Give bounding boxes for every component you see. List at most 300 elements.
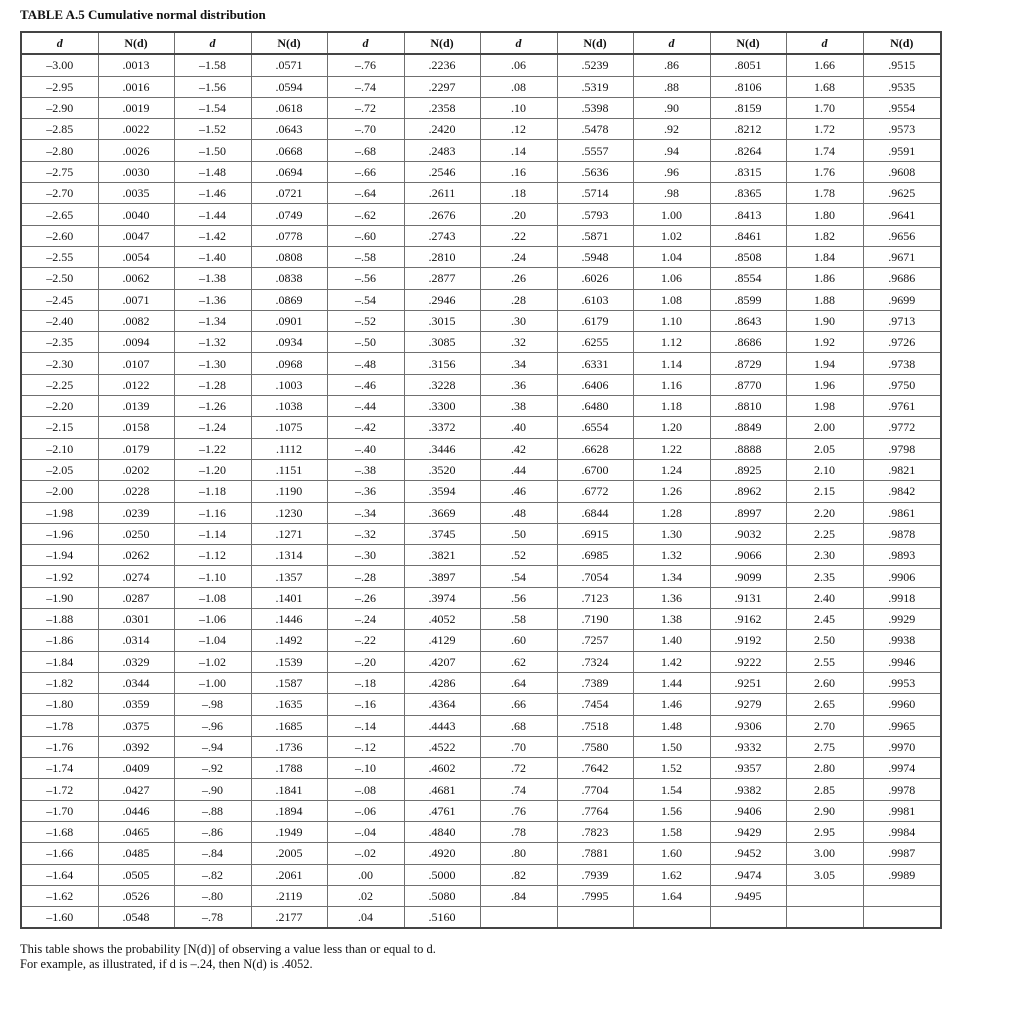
nd-value-cell: .4761 (404, 800, 480, 821)
footnote-line-2: For example, as illustrated, if d is –.24, then N(d) is .4052. (20, 957, 313, 971)
d-value-cell: –1.58 (174, 54, 251, 76)
nd-value-cell: .4602 (404, 758, 480, 779)
d-value-cell: .88 (633, 76, 710, 97)
nd-value-cell: .4443 (404, 715, 480, 736)
nd-value-cell: .5080 (404, 885, 480, 906)
d-value-cell: 1.60 (633, 843, 710, 864)
nd-value-cell: .8554 (710, 268, 786, 289)
nd-value-cell: .9918 (863, 587, 941, 608)
table-footnote (20, 942, 436, 972)
d-value-cell: –1.54 (174, 97, 251, 118)
d-value-cell: 1.90 (786, 310, 863, 331)
nd-value-cell: .1894 (251, 800, 327, 821)
nd-value-cell: .0287 (98, 587, 174, 608)
nd-value-cell: .6103 (557, 289, 633, 310)
d-value-cell: 3.05 (786, 864, 863, 885)
d-value-cell: 1.22 (633, 438, 710, 459)
d-value-cell: .58 (480, 609, 557, 630)
nd-value-cell: .0094 (98, 332, 174, 353)
d-value-cell: –.76 (327, 54, 404, 76)
nd-value-cell: .0344 (98, 672, 174, 693)
d-value-cell: 1.26 (633, 481, 710, 502)
header-d: d (327, 32, 404, 54)
nd-value-cell: .9929 (863, 609, 941, 630)
d-value-cell: 1.18 (633, 396, 710, 417)
nd-value-cell: .1492 (251, 630, 327, 651)
nd-value-cell: .4207 (404, 651, 480, 672)
d-value-cell: 2.00 (786, 417, 863, 438)
nd-value-cell: .2810 (404, 246, 480, 267)
nd-value-cell: .7389 (557, 672, 633, 693)
nd-value-cell: .9131 (710, 587, 786, 608)
d-value-cell: –.60 (327, 225, 404, 246)
nd-value-cell: .7764 (557, 800, 633, 821)
nd-value-cell: .0808 (251, 246, 327, 267)
d-value-cell: –1.46 (174, 183, 251, 204)
table-row (21, 843, 941, 864)
d-value-cell: 2.85 (786, 779, 863, 800)
nd-value-cell: .2676 (404, 204, 480, 225)
d-value-cell: –1.02 (174, 651, 251, 672)
nd-value-cell: .0838 (251, 268, 327, 289)
table-row (21, 332, 941, 353)
nd-value-cell: .9222 (710, 651, 786, 672)
nd-value-cell: .5398 (557, 97, 633, 118)
d-value-cell (480, 907, 557, 929)
d-value-cell: –.02 (327, 843, 404, 864)
table-row (21, 779, 941, 800)
nd-value-cell: .0485 (98, 843, 174, 864)
table-row (21, 502, 941, 523)
nd-value-cell: .7054 (557, 566, 633, 587)
nd-value-cell: .8962 (710, 481, 786, 502)
d-value-cell: –2.60 (21, 225, 98, 246)
d-value-cell: –1.04 (174, 630, 251, 651)
d-value-cell: –.04 (327, 821, 404, 842)
d-value-cell: 1.74 (786, 140, 863, 161)
nd-value-cell: .0505 (98, 864, 174, 885)
d-value-cell: 1.14 (633, 353, 710, 374)
nd-value-cell: .0409 (98, 758, 174, 779)
d-value-cell: –.80 (174, 885, 251, 906)
nd-value-cell: .3446 (404, 438, 480, 459)
nd-value-cell: .9970 (863, 736, 941, 757)
nd-value-cell: .8770 (710, 374, 786, 395)
d-value-cell: –1.34 (174, 310, 251, 331)
d-value-cell: 1.68 (786, 76, 863, 97)
table-row (21, 694, 941, 715)
nd-value-cell: .0239 (98, 502, 174, 523)
nd-value-cell: .0548 (98, 907, 174, 929)
d-value-cell: –.18 (327, 672, 404, 693)
nd-value-cell: .0054 (98, 246, 174, 267)
nd-value-cell: .6179 (557, 310, 633, 331)
table-row (21, 268, 941, 289)
nd-value-cell: .9641 (863, 204, 941, 225)
d-value-cell: 1.80 (786, 204, 863, 225)
d-value-cell: .86 (633, 54, 710, 76)
table-row (21, 758, 941, 779)
nd-value-cell: .0571 (251, 54, 327, 76)
d-value-cell: –1.72 (21, 779, 98, 800)
nd-value-cell: .3745 (404, 523, 480, 544)
nd-value-cell: .9984 (863, 821, 941, 842)
nd-value-cell: .6844 (557, 502, 633, 523)
nd-value-cell: .9893 (863, 545, 941, 566)
nd-value-cell: .9798 (863, 438, 941, 459)
d-value-cell: .36 (480, 374, 557, 395)
nd-value-cell: .0392 (98, 736, 174, 757)
d-value-cell: –2.10 (21, 438, 98, 459)
nd-value-cell: .0427 (98, 779, 174, 800)
d-value-cell: 1.76 (786, 161, 863, 182)
nd-value-cell: .3669 (404, 502, 480, 523)
d-value-cell: –2.85 (21, 119, 98, 140)
nd-value-cell: .9554 (863, 97, 941, 118)
nd-value-cell: .9713 (863, 310, 941, 331)
table-row (21, 76, 941, 97)
d-value-cell: –.70 (327, 119, 404, 140)
d-value-cell: 2.90 (786, 800, 863, 821)
d-value-cell: 1.54 (633, 779, 710, 800)
d-value-cell: –.10 (327, 758, 404, 779)
d-value-cell: –2.25 (21, 374, 98, 395)
nd-value-cell: .2743 (404, 225, 480, 246)
nd-value-cell: .3594 (404, 481, 480, 502)
d-value-cell: –.48 (327, 353, 404, 374)
d-value-cell (786, 907, 863, 929)
d-value-cell: .66 (480, 694, 557, 715)
nd-value-cell: .1401 (251, 587, 327, 608)
d-value-cell: –2.55 (21, 246, 98, 267)
d-value-cell: 2.70 (786, 715, 863, 736)
d-value-cell: –1.68 (21, 821, 98, 842)
d-value-cell: –1.98 (21, 502, 98, 523)
d-value-cell: 2.75 (786, 736, 863, 757)
nd-value-cell: .0721 (251, 183, 327, 204)
d-value-cell: .60 (480, 630, 557, 651)
d-value-cell: –.68 (327, 140, 404, 161)
nd-value-cell: .5793 (557, 204, 633, 225)
nd-value-cell: .9099 (710, 566, 786, 587)
d-value-cell: .20 (480, 204, 557, 225)
nd-value-cell: .4920 (404, 843, 480, 864)
d-value-cell: 2.50 (786, 630, 863, 651)
d-value-cell: 1.34 (633, 566, 710, 587)
nd-value-cell: .9989 (863, 864, 941, 885)
d-value-cell: .46 (480, 481, 557, 502)
nd-value-cell: .5319 (557, 76, 633, 97)
d-value-cell: 1.72 (786, 119, 863, 140)
d-value-cell: –.88 (174, 800, 251, 821)
d-value-cell: 3.00 (786, 843, 863, 864)
nd-value-cell: .1736 (251, 736, 327, 757)
header-nd: N(d) (404, 32, 480, 54)
nd-value-cell: .0019 (98, 97, 174, 118)
d-value-cell: .42 (480, 438, 557, 459)
nd-value-cell: .9406 (710, 800, 786, 821)
nd-value-cell: .0179 (98, 438, 174, 459)
d-value-cell: –1.12 (174, 545, 251, 566)
nd-value-cell: .8159 (710, 97, 786, 118)
d-value-cell: –2.00 (21, 481, 98, 502)
d-value-cell: .94 (633, 140, 710, 161)
d-value-cell (633, 907, 710, 929)
nd-value-cell: .7704 (557, 779, 633, 800)
d-value-cell: –1.22 (174, 438, 251, 459)
header-nd: N(d) (251, 32, 327, 54)
table-row (21, 715, 941, 736)
d-value-cell: –1.28 (174, 374, 251, 395)
nd-value-cell: .9573 (863, 119, 941, 140)
nd-value-cell: .5948 (557, 246, 633, 267)
d-value-cell: –1.88 (21, 609, 98, 630)
nd-value-cell: .1587 (251, 672, 327, 693)
nd-value-cell (710, 907, 786, 929)
nd-value-cell: .1112 (251, 438, 327, 459)
header-nd: N(d) (557, 32, 633, 54)
nd-value-cell: .0082 (98, 310, 174, 331)
nd-value-cell: .2005 (251, 843, 327, 864)
nd-value-cell: .6480 (557, 396, 633, 417)
nd-value-cell: .1788 (251, 758, 327, 779)
nd-value-cell: .3015 (404, 310, 480, 331)
nd-value-cell: .2297 (404, 76, 480, 97)
nd-value-cell (557, 907, 633, 929)
d-value-cell: –1.16 (174, 502, 251, 523)
nd-value-cell: .9192 (710, 630, 786, 651)
nd-value-cell: .0668 (251, 140, 327, 161)
nd-value-cell: .2358 (404, 97, 480, 118)
nd-value-cell: .9878 (863, 523, 941, 544)
nd-value-cell: .2946 (404, 289, 480, 310)
nd-value-cell: .9987 (863, 843, 941, 864)
nd-value-cell: .0329 (98, 651, 174, 672)
nd-value-cell: .8888 (710, 438, 786, 459)
nd-value-cell: .9306 (710, 715, 786, 736)
d-value-cell: .04 (327, 907, 404, 929)
d-value-cell: –2.80 (21, 140, 98, 161)
d-value-cell: –.54 (327, 289, 404, 310)
nd-value-cell: .4681 (404, 779, 480, 800)
d-value-cell: .48 (480, 502, 557, 523)
nd-value-cell: .9750 (863, 374, 941, 395)
d-value-cell: –2.95 (21, 76, 98, 97)
d-value-cell: 1.36 (633, 587, 710, 608)
nd-value-cell: .1230 (251, 502, 327, 523)
d-value-cell: –1.38 (174, 268, 251, 289)
nd-value-cell: .9906 (863, 566, 941, 587)
nd-value-cell: .0062 (98, 268, 174, 289)
table-row (21, 246, 941, 267)
nd-value-cell: .8315 (710, 161, 786, 182)
d-value-cell: –1.60 (21, 907, 98, 929)
table-row (21, 736, 941, 757)
nd-value-cell: .6985 (557, 545, 633, 566)
nd-value-cell: .5478 (557, 119, 633, 140)
d-value-cell: –2.75 (21, 161, 98, 182)
d-value-cell: .56 (480, 587, 557, 608)
d-value-cell: .44 (480, 459, 557, 480)
nd-value-cell: .9772 (863, 417, 941, 438)
d-value-cell: 1.62 (633, 864, 710, 885)
nd-value-cell: .0901 (251, 310, 327, 331)
nd-value-cell: .9429 (710, 821, 786, 842)
d-value-cell: –1.26 (174, 396, 251, 417)
d-value-cell: 1.04 (633, 246, 710, 267)
nd-value-cell: .2119 (251, 885, 327, 906)
d-value-cell: –.78 (174, 907, 251, 929)
header-nd: N(d) (98, 32, 174, 54)
nd-value-cell: .3821 (404, 545, 480, 566)
d-value-cell: .54 (480, 566, 557, 587)
d-value-cell: –1.20 (174, 459, 251, 480)
table-row (21, 609, 941, 630)
nd-value-cell: .0022 (98, 119, 174, 140)
nd-value-cell (863, 907, 941, 929)
d-value-cell: .32 (480, 332, 557, 353)
d-value-cell: .22 (480, 225, 557, 246)
d-value-cell: –.52 (327, 310, 404, 331)
nd-value-cell: .8643 (710, 310, 786, 331)
d-value-cell: –.42 (327, 417, 404, 438)
d-value-cell: 2.35 (786, 566, 863, 587)
d-value-cell: –1.40 (174, 246, 251, 267)
nd-value-cell: .1038 (251, 396, 327, 417)
d-value-cell: –1.82 (21, 672, 98, 693)
d-value-cell: 1.16 (633, 374, 710, 395)
nd-value-cell: .2877 (404, 268, 480, 289)
d-value-cell: –2.40 (21, 310, 98, 331)
nd-value-cell: .0274 (98, 566, 174, 587)
table-row (21, 140, 941, 161)
nd-value-cell: .6772 (557, 481, 633, 502)
d-value-cell: 2.95 (786, 821, 863, 842)
d-value-cell: 1.28 (633, 502, 710, 523)
nd-value-cell: .9535 (863, 76, 941, 97)
nd-value-cell: .5557 (557, 140, 633, 161)
nd-value-cell: .0107 (98, 353, 174, 374)
nd-value-cell: .1151 (251, 459, 327, 480)
nd-value-cell: .8508 (710, 246, 786, 267)
d-value-cell: –.06 (327, 800, 404, 821)
d-value-cell: –2.35 (21, 332, 98, 353)
d-value-cell: 2.80 (786, 758, 863, 779)
nd-value-cell: .8264 (710, 140, 786, 161)
d-value-cell: 1.48 (633, 715, 710, 736)
d-value-cell: –.22 (327, 630, 404, 651)
d-value-cell: 1.06 (633, 268, 710, 289)
nd-value-cell: .9671 (863, 246, 941, 267)
table-row (21, 545, 941, 566)
nd-value-cell: .9357 (710, 758, 786, 779)
d-value-cell: –.72 (327, 97, 404, 118)
d-value-cell: .90 (633, 97, 710, 118)
nd-value-cell: .7642 (557, 758, 633, 779)
nd-value-cell: .5160 (404, 907, 480, 929)
nd-value-cell: .0446 (98, 800, 174, 821)
d-value-cell: 1.64 (633, 885, 710, 906)
d-value-cell: –.94 (174, 736, 251, 757)
nd-value-cell: .4364 (404, 694, 480, 715)
d-value-cell: 1.82 (786, 225, 863, 246)
table-row (21, 54, 941, 76)
d-value-cell: –.08 (327, 779, 404, 800)
nd-value-cell: .8925 (710, 459, 786, 480)
header-d: d (633, 32, 710, 54)
d-value-cell: 1.70 (786, 97, 863, 118)
nd-value-cell: .0314 (98, 630, 174, 651)
d-value-cell: .26 (480, 268, 557, 289)
table-row (21, 821, 941, 842)
d-value-cell: 1.46 (633, 694, 710, 715)
d-value-cell: –1.90 (21, 587, 98, 608)
d-value-cell: –1.08 (174, 587, 251, 608)
header-d: d (21, 32, 98, 54)
d-value-cell: 1.94 (786, 353, 863, 374)
table-row (21, 630, 941, 651)
nd-value-cell: .9965 (863, 715, 941, 736)
nd-value-cell: .9699 (863, 289, 941, 310)
nd-value-cell: .9332 (710, 736, 786, 757)
nd-value-cell: .9515 (863, 54, 941, 76)
nd-value-cell: .8365 (710, 183, 786, 204)
nd-value-cell: .2611 (404, 183, 480, 204)
d-value-cell: –.62 (327, 204, 404, 225)
nd-value-cell: .7995 (557, 885, 633, 906)
nd-value-cell: .2546 (404, 161, 480, 182)
d-value-cell: –2.65 (21, 204, 98, 225)
d-value-cell: –.74 (327, 76, 404, 97)
d-value-cell: –.24 (327, 609, 404, 630)
d-value-cell: .12 (480, 119, 557, 140)
d-value-cell: 1.56 (633, 800, 710, 821)
d-value-cell: –.50 (327, 332, 404, 353)
nd-value-cell: .9726 (863, 332, 941, 353)
nd-value-cell: .6628 (557, 438, 633, 459)
table-row (21, 204, 941, 225)
d-value-cell: 1.10 (633, 310, 710, 331)
d-value-cell: 1.66 (786, 54, 863, 76)
nd-value-cell: .9279 (710, 694, 786, 715)
d-value-cell: –2.45 (21, 289, 98, 310)
nd-value-cell: .9066 (710, 545, 786, 566)
header-row (21, 32, 941, 54)
d-value-cell: –2.05 (21, 459, 98, 480)
nd-value-cell: .9625 (863, 183, 941, 204)
table-row (21, 97, 941, 118)
d-value-cell: 2.60 (786, 672, 863, 693)
nd-value-cell: .9842 (863, 481, 941, 502)
nd-value-cell: .9032 (710, 523, 786, 544)
nd-value-cell: .7518 (557, 715, 633, 736)
d-value-cell: –1.96 (21, 523, 98, 544)
nd-value-cell: .8997 (710, 502, 786, 523)
d-value-cell: .14 (480, 140, 557, 161)
nd-value-cell: .9251 (710, 672, 786, 693)
d-value-cell: .50 (480, 523, 557, 544)
d-value-cell: –.38 (327, 459, 404, 480)
nd-value-cell: .0030 (98, 161, 174, 182)
d-value-cell: .82 (480, 864, 557, 885)
nd-value-cell: .9974 (863, 758, 941, 779)
table-body (21, 54, 941, 928)
d-value-cell: 1.96 (786, 374, 863, 395)
d-value-cell: –1.94 (21, 545, 98, 566)
d-value-cell: –1.30 (174, 353, 251, 374)
d-value-cell: –.14 (327, 715, 404, 736)
nd-value-cell: .6331 (557, 353, 633, 374)
